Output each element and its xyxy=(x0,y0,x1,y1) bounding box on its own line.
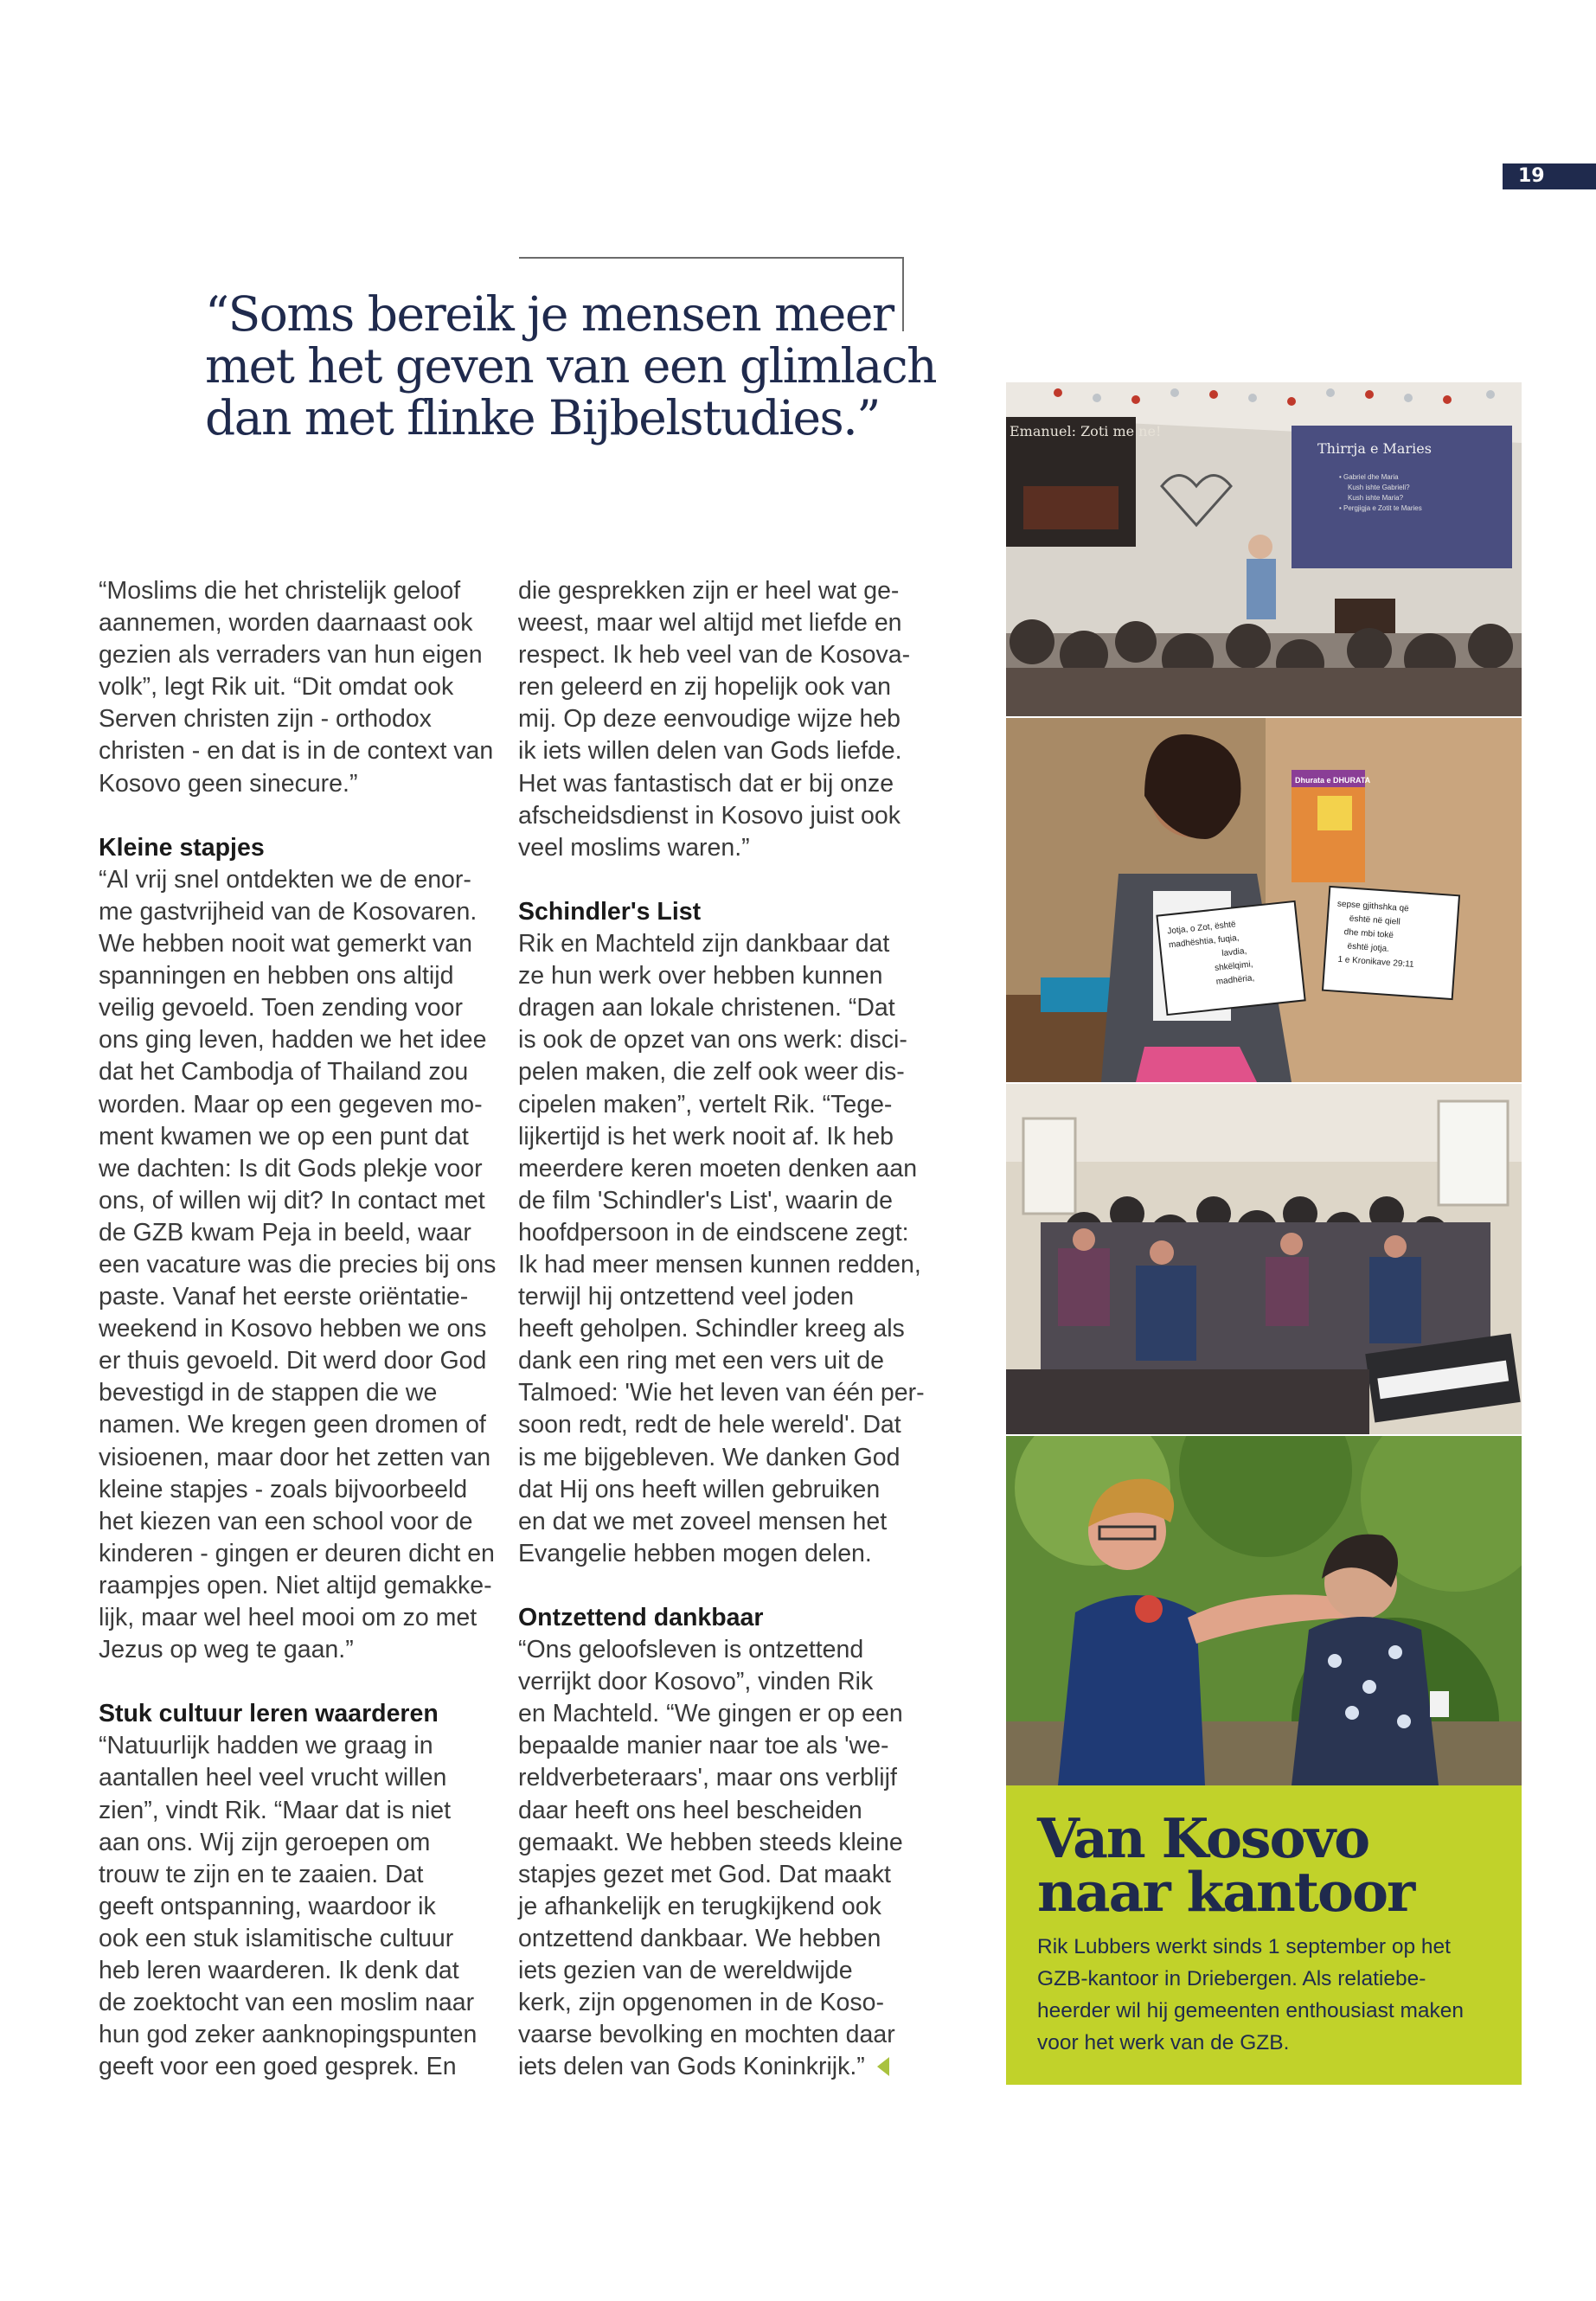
text-line: ook een stuk islamitische cultuur xyxy=(99,1924,454,1952)
text-line: stapjes gezet met God. Dat maakt xyxy=(518,1860,891,1888)
text-line: het kiezen van een school voor de xyxy=(99,1507,473,1535)
text-line: respect. Ik heb veel van de Kosova- xyxy=(518,641,911,670)
photo-church-service xyxy=(1006,382,1522,716)
section-heading-schindlers-list: Schindler's List xyxy=(518,897,702,926)
text-line: heb leren waarderen. Ik denk dat xyxy=(99,1957,459,1985)
text-line: reldverbeteraars', maar ons verblijf xyxy=(518,1764,897,1792)
text-line: paste. Vanaf het eerste oriëntatie- xyxy=(99,1283,469,1311)
sidebar-text xyxy=(1037,1931,1492,2059)
column-1-intro xyxy=(99,575,505,800)
sidebar-box xyxy=(1006,1785,1522,2085)
text-line: kerk, zijn opgenomen in de Koso- xyxy=(518,1989,884,2017)
sign-left-text: Jotja, o Zot, është madhështia, fuqia, lavdia, shkëlqimi, madhëria, xyxy=(1166,920,1255,987)
column-2-section-1 xyxy=(518,928,925,1570)
text-line: trouw te zijn en te zaaien. Dat xyxy=(99,1860,424,1888)
column-2-section-2 xyxy=(518,1634,925,2083)
text-line: afscheidsdienst in Kosovo juist ook xyxy=(518,801,901,830)
text-line: is ook de opzet van ons werk: disci- xyxy=(518,1026,907,1054)
text-line: iets delen van Gods Koninkrijk.” xyxy=(518,2051,925,2083)
text-line: bevestigd in de stappen die we xyxy=(99,1379,438,1407)
text-line: visioenen, maar door het zetten van xyxy=(99,1443,491,1471)
text-line: veilig gevoeld. Toen zending voor xyxy=(99,994,463,1022)
text-line: aantallen heel veel vrucht willen xyxy=(99,1764,447,1792)
text-line: geeft ontspanning, waardoor ik xyxy=(99,1892,436,1920)
text-line: “Natuurlijk hadden we graag in xyxy=(99,1732,433,1760)
text-line: worden. Maar op een gegeven mo- xyxy=(99,1090,483,1118)
column-1-section-1 xyxy=(99,864,505,1666)
text-line: Kosovo geen sinecure.” xyxy=(99,769,358,798)
article-end-mark-icon xyxy=(877,2057,889,2076)
text-line: geeft voor een goed gesprek. En xyxy=(99,2053,457,2081)
text-line: hun god zeker aanknopingspunten xyxy=(99,2021,478,2049)
text-line: is me bijgebleven. We danken God xyxy=(518,1443,901,1471)
text-line: ze hun werk over hebben kunnen xyxy=(518,962,883,990)
text-line: gezien als verraders van hun eigen xyxy=(99,641,483,670)
projection-line: Kush ishte Gabrieli? xyxy=(1348,484,1410,491)
column-2-intro xyxy=(518,575,925,864)
sidebar-text-line: GZB-kantoor in Driebergen. Als relatiebe- xyxy=(1037,1967,1426,1990)
text-line: Talmoed: 'Wie het leven van één per- xyxy=(518,1379,925,1407)
text-line: meerdere keren moeten denken aan xyxy=(518,1154,918,1183)
text-line: soon redt, redt de hele wereld'. Dat xyxy=(518,1411,901,1439)
text-line: Ik had meer mensen kunnen redden, xyxy=(518,1250,921,1279)
text-line: ik iets willen delen van Gods liefde. xyxy=(518,737,902,766)
photo-girl-with-signs xyxy=(1006,718,1522,1082)
text-line: ontzettend dankbaar. We hebben xyxy=(518,1924,881,1952)
page-number: 19 xyxy=(1503,163,1596,189)
text-line: daar heeft ons heel bescheiden xyxy=(518,1796,862,1824)
text-line: verrijkt door Kosovo”, vinden Rik xyxy=(518,1668,874,1696)
column-1-section-2 xyxy=(99,1730,505,2083)
text-line: raampjes open. Niet altijd gemakke- xyxy=(99,1571,492,1599)
projection-line: • Gabriel dhe Maria xyxy=(1339,473,1399,481)
text-line: “Al vrij snel ontdekten we de enor- xyxy=(99,865,471,894)
text-line: heeft geholpen. Schindler kreeg als xyxy=(518,1315,905,1343)
text-line: dat Hij ons heeft willen gebruiken xyxy=(518,1475,881,1503)
text-line: de zoektocht van een moslim naar xyxy=(99,1989,475,2017)
text-line: en Machteld. “We gingen er op een xyxy=(518,1700,903,1728)
text-line: volk”, legt Rik uit. “Dit omdat ook xyxy=(99,673,454,702)
sidebar-title-line: Van Kosovo xyxy=(1037,1806,1369,1870)
pull-quote-line: met het geven van een glimlach xyxy=(205,338,937,394)
text-line: dragen aan lokale christenen. “Dat xyxy=(518,994,895,1022)
text-line: bepaalde manier naar toe als 'we- xyxy=(518,1732,889,1760)
text-line: een vacature was die precies bij ons xyxy=(99,1250,497,1279)
sidebar-text-line: heerder wil hij gemeenten enthousiast maken xyxy=(1037,1999,1465,2022)
article-column-2 xyxy=(518,575,925,2083)
text-line: die gesprekken zijn er heel wat ge- xyxy=(518,577,900,605)
projection-line: • Pergjigja e Zotit te Maries xyxy=(1339,504,1422,512)
text-line: lijk, maar wel heel mooi om zo met xyxy=(99,1604,478,1631)
quote-rule-horizontal xyxy=(519,257,904,259)
projection-title: Thirrja e Maries xyxy=(1317,440,1432,457)
sign-right-text: sepse gjithshka që është në qiell dhe mbi tokë është jotja. 1 e Kronikave 29:11 xyxy=(1336,899,1414,970)
quote-rule-vertical xyxy=(902,257,904,331)
sidebar-text-line: Rik Lubbers werkt sinds 1 september op het xyxy=(1037,1935,1451,1958)
text-line: vaarse bevolking en mochten daar xyxy=(518,2021,895,2049)
text-line: ons ging leven, hadden we het idee xyxy=(99,1026,487,1054)
text-line: aannemen, worden daarnaast ook xyxy=(99,609,473,638)
sidebar-title xyxy=(1037,1806,1492,1924)
text-line: ment kwamen we op een punt dat xyxy=(99,1122,469,1150)
text-line: christen - en dat is in de context van xyxy=(99,737,494,766)
text-line: zien”, vindt Rik. “Maar dat is niet xyxy=(99,1796,452,1824)
text-line: me gastvrijheid van de Kosovaren. xyxy=(99,897,478,926)
church-banner-text: Emanuel: Zoti me ne! xyxy=(1010,423,1162,439)
pull-quote-line: “Soms bereik je mensen meer xyxy=(205,286,894,342)
text-line: iets gezien van de wereldwijde xyxy=(518,1957,853,1985)
pull-quote-line: dan met flinke Bijbelstudies.” xyxy=(205,390,880,445)
text-line: dank een ring met een vers uit de xyxy=(518,1347,885,1375)
pull-quote xyxy=(205,286,937,445)
section-heading-ontzettend-dankbaar: Ontzettend dankbaar xyxy=(518,1604,764,1631)
text-line: terwijl hij ontzettend veel joden xyxy=(518,1283,855,1311)
text-line: kleine stapjes - zoals bijvoorbeeld xyxy=(99,1475,468,1503)
section-heading-stuk-cultuur: Stuk cultuur leren waarderen xyxy=(99,1700,439,1728)
text-line: pelen maken, die zelf ook weer dis- xyxy=(518,1058,905,1086)
text-line: ons, of willen wij dit? In contact met xyxy=(99,1186,485,1215)
text-line: de GZB kwam Peja in beeld, waar xyxy=(99,1218,471,1247)
text-line: en dat we met zoveel mensen het xyxy=(518,1507,888,1535)
text-line: hoofdpersoon in de eindscene zegt: xyxy=(518,1218,909,1247)
text-line: de film 'Schindler's List', waarin de xyxy=(518,1186,893,1215)
projection-line: Kush ishte Maria? xyxy=(1348,494,1404,502)
text-line: we dachten: Is dit Gods plekje voor xyxy=(99,1154,483,1183)
text-line: aan ons. Wij zijn geroepen om xyxy=(99,1828,431,1856)
sidebar-title-line: naar kantoor xyxy=(1037,1860,1414,1924)
text-line: ren geleerd en zij hopelijk ook van xyxy=(518,673,891,702)
text-line: lijkertijd is het werk nooit af. Ik heb xyxy=(518,1122,894,1150)
text-line: dat het Cambodja of Thailand zou xyxy=(99,1058,469,1086)
sidebar-text-line: voor het werk van de GZB. xyxy=(1037,2031,1290,2054)
text-line: namen. We kregen geen dromen of xyxy=(99,1411,486,1439)
text-line: “Moslims die het christelijk geloof xyxy=(99,577,461,605)
text-line: kinderen - gingen er deuren dicht en xyxy=(99,1539,495,1567)
text-line: weest, maar wel altijd met liefde en xyxy=(518,609,902,638)
text-line: weekend in Kosovo hebben we ons xyxy=(99,1315,487,1343)
text-line: Serven christen zijn - orthodox xyxy=(99,705,432,734)
text-line: Evangelie hebben mogen delen. xyxy=(518,1539,872,1567)
text-line: cipelen maken”, vertelt Rik. “Tege- xyxy=(518,1090,893,1118)
text-line: Rik en Machteld zijn dankbaar dat xyxy=(518,930,890,958)
text-line: veel moslims waren.” xyxy=(518,833,750,862)
text-line: We hebben nooit wat gemerkt van xyxy=(99,930,472,958)
text-line: gemaakt. We hebben steeds kleine xyxy=(518,1828,903,1856)
text-line: je afhankelijk en terugkijkend ook xyxy=(518,1892,881,1920)
text-line: Jezus op weg te gaan.” xyxy=(99,1636,354,1664)
text-line: spanningen en hebben ons altijd xyxy=(99,962,454,990)
calendar-label: Dhurata e DHURATA xyxy=(1295,776,1371,785)
article-column-1 xyxy=(99,575,505,2083)
section-heading-kleine-stapjes: Kleine stapjes xyxy=(99,833,265,862)
text-line: er thuis gevoeld. Dit werd door God xyxy=(99,1347,487,1375)
text-line: Het was fantastisch dat er bij onze xyxy=(518,769,894,798)
photo-crowded-room xyxy=(1006,1084,1522,1434)
text-line: “Ons geloofsleven is ontzettend xyxy=(518,1636,864,1664)
photo-garden-conversation xyxy=(1006,1436,1522,1785)
text-line: mij. Op deze eenvoudige wijze heb xyxy=(518,705,901,734)
